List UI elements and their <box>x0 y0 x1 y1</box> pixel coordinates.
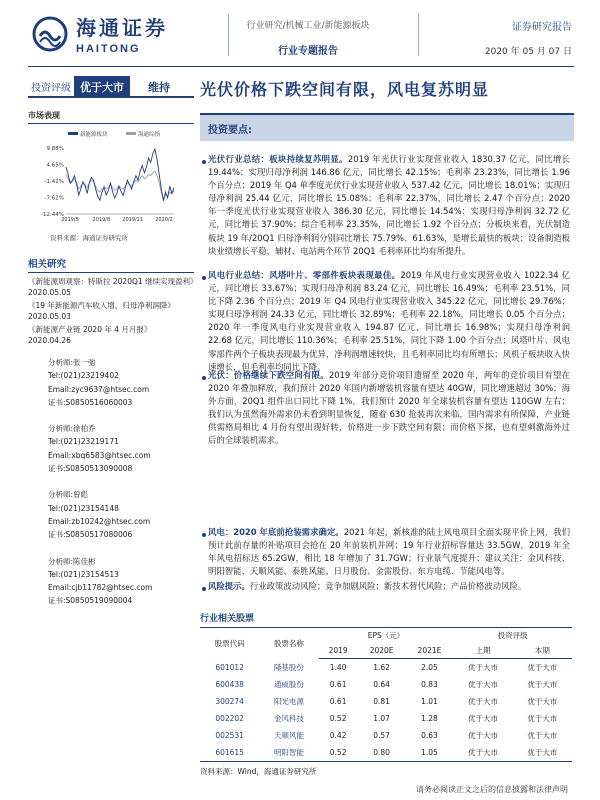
table-row[interactable]: 601012 隆基股份 1.40 1.62 2.05 优于大市 优于大市 <box>215 662 558 672</box>
haitong-logo <box>32 12 168 55</box>
col-name: 股票名称 <box>259 628 318 659</box>
table-row[interactable]: 002531 天顺风能 0.42 0.57 0.63 优于大市 优于大市 <box>215 731 558 740</box>
report-header <box>0 0 600 70</box>
related-rule <box>28 272 194 273</box>
key-points-bar <box>200 113 574 141</box>
analyst-tel: Tel:(021)23154148 <box>48 503 119 513</box>
analyst-cert: 证书:S0850519090004 <box>48 596 133 606</box>
table-source: 资料来源：Wind，海通证券研究所 <box>200 767 317 776</box>
x-tick-label: 2019/5 <box>61 217 79 223</box>
disclaimer-footer: 请务必阅读正文之后的信息披露和法律声明 <box>416 785 568 794</box>
key-points-title: 投资要点: <box>208 125 252 136</box>
related-title: 相关研究 <box>28 259 67 270</box>
y-tick-label: 4.65% <box>46 162 64 169</box>
analyst-email[interactable]: Email:zb10242@htsec.com <box>48 516 151 526</box>
analyst-block <box>48 422 194 475</box>
col-code: 股票代码 <box>200 628 259 659</box>
analyst-name: 分析师:张一弛 <box>48 358 96 367</box>
key-point-wind-demand: 风电：2020 年底前抢装需求确定。2021 年起，新核准的陆上风电项目全面实现平价上网，我们预计此前存量的补贴项目会抢在 20 年前装机并网；19 年行业招标容量达 33.5GW，2019 年全年风电招标达 65.2GW，相比 18 年增加了 31.7GW；行业景气度提升；建议关注：金风科技、明阳智能、天顺风能、泰胜风能、日月股份、金雷股份、东方电缆、节能风电等。 <box>208 527 570 577</box>
key-point-wind-summary: 风电行业总结：风塔叶片、零部件板块表现最佳。2019 年风电行业实现营业收入 1022.34 亿元，同比增长 33.67%；实现归母净利润 83.24 亿元，同比增长 16.49%；毛利率 23.51%，同比下降 2.36 个百分点；2019 年 Q4 风电行业实现营业收入 345.22 亿元，同比增长 29.76%；实现归母净利润 24.33 亿元，同比增长 32.89%；毛利率 22.18%，同比增长 0.05 个百分点；2020 年一季度风电行业实现营业收入 194.87 亿元，同比增长 16.98%；实现归母净利润 22.68 亿元，同比增长 110.36%；毛利率 25.51%，同比下降 1.00 个百分点；风塔叶片、风电零部件两个子板块表现最为优异，净利润增速较快，且毛利率同比均有所增长；风机子板块收入快速增长，但毛利率均同比下降。 <box>208 270 570 372</box>
x-tick-label: 2019/11 <box>122 217 144 223</box>
legend-swatch-secondary <box>126 132 136 135</box>
header-divider <box>228 14 229 56</box>
key-point-pv-price: 光伏：价格继续下跌空间有限。2019 年部分竞价项目遗留至 2020 年，两年的竞价项目有望在 2020 年叠加释放，我们预计 2020 年国内新增装机容量有望达 40GW，同比增速超过 30%；海外方面，20Q1 组件出口同比下降 1%，我们预计 2020 年全球装机容量有望达 110GW 左右；我们认为虽然海外需求仍未看到明显恢复，随着 630 抢装再次来临，国内需求有所保障，产业链供需格局相比 4 月份有望出现好转，价格进一步下跌空间有限；而价格下探，也有望刺激海外过后的全球装机需求。 <box>208 370 570 446</box>
y-tick-label: -7.62% <box>44 195 64 202</box>
market-source: 资料来源：海通证券研究所 <box>50 234 128 242</box>
market-rule <box>28 123 194 124</box>
haitong-logo-icon <box>32 16 68 52</box>
bullet-icon <box>202 160 206 164</box>
analyst-tel: Tel:(021)23219171 <box>48 437 119 447</box>
analyst-email[interactable]: Email:zyc9637@htsec.com <box>48 384 150 394</box>
logo-en: HAITONG <box>76 43 141 55</box>
legend-swatch-primary <box>68 132 78 135</box>
bullet-icon <box>202 587 206 591</box>
bullet-icon <box>202 276 206 280</box>
market-section-title: 市场表现 <box>28 111 60 120</box>
analyst-block <box>48 356 194 409</box>
report-category: 证券研究报告 <box>512 22 572 33</box>
table-row[interactable]: 002202 金风科技 0.52 1.07 1.28 优于大市 优于大市 <box>215 714 558 723</box>
related-item[interactable]: 《19 年新能源汽车收入增，归母净利润降》 2020.05.03 <box>28 301 175 321</box>
bullet-icon <box>202 376 206 380</box>
related-item[interactable]: 《新能源周观察：特斯拉 2020Q1 继续实现盈利》 2020.05.05 <box>28 277 198 297</box>
x-tick-label: 2020/2 <box>155 217 173 223</box>
header-rule <box>28 66 574 67</box>
analyst-block <box>48 488 194 541</box>
header-mid <box>238 18 378 57</box>
logo-cn: 海通证券 <box>76 16 168 40</box>
rating-change: 维持 <box>148 81 170 94</box>
analyst-tel: Tel:(021)23219402 <box>48 371 119 381</box>
analyst-email[interactable]: Email:xbq6583@htsec.com <box>48 450 151 460</box>
investment-rating <box>28 76 194 98</box>
analyst-name: 分析师:陈佳彬 <box>48 556 96 566</box>
series-line-new-energy <box>66 149 174 201</box>
related-item[interactable]: 《新能源产业链 2020 年 4 月月报》 2020.04.26 <box>28 325 152 345</box>
analyst-cert: 证书:S0850516060003 <box>48 397 133 407</box>
table-row[interactable]: 600438 通威股份 0.61 0.64 0.83 优于大市 优于大市 <box>215 680 558 689</box>
stock-table: 股票代码 股票名称 EPS（元） 投资评级 2019 2020E 2021E 上期 本期 601012 隆基股份 1.40 1.62 2.05 优于大市 优于大市 600438 通威股份 0.61 0.64 0.83 优于大市 优于大市 300274 阳光电源 0.61 0.81 1.01 优于大市 优于大市 002202 金风科技 0.52 1.07 1.28 优于大市 优于大市 002531 天顺风能 0.42 0.57 0.63 优于大市 优于大市 601615 明阳智能 0.52 0.80 1.05 优于大市 优于大市 <box>200 627 572 762</box>
related-research <box>28 256 198 346</box>
analyst-name: 分析师:徐柏乔 <box>48 424 96 434</box>
y-tick-label: -12.44% <box>41 212 64 218</box>
rating-value: 优于大市 <box>74 76 130 96</box>
analyst-email[interactable]: Email:cjb11782@htsec.com <box>48 583 153 593</box>
x-tick-label: 2019/8 <box>92 217 111 223</box>
header-right <box>485 18 572 57</box>
key-point-pv-summary: 光伏行业总结：板块持续复苏明显。2019 年光伏行业实现营业收入 1830.37 亿元，同比增长 19.44%；实现归母净利润 146.86 亿元，同比增长 42.15%；毛利率 23.23%，同比增长 1.96 个百分点；2019 年 Q4 单季度光伏行业实现营业收入 537.42 亿元，同比增长 18.01%；实现归母净利润 25.44 亿元，同比增长 15.08%；毛利率 22.37%，同比增长 2.47 个百分点；2020 年一季度光伏行业实现营业收入 386.30 亿元，同比增长 14.54%；实现归母净利润 32.72 亿元，同比增长 37.90%；综合毛利率 23.35%，同比增长 1.92 个百分点；分板块来看，光伏制造板块 19 年/20Q1 归母净利润分别同比增长 75.79%、61.63%，是增长最快的板块；设备制造板块业绩增长平稳，辅材、电站两个环节 20Q1 毛利率环比均有所提升。 <box>208 154 570 256</box>
report-title: 光伏价格下跌空间有限，风电复苏明显 <box>200 80 490 99</box>
analyst-block <box>48 555 194 608</box>
analyst-cert: 证书:S0850513090008 <box>48 464 133 474</box>
stock-table-title: 行业相关股票 <box>200 614 255 624</box>
table-row[interactable]: 300274 阳光电源 0.61 0.81 1.01 优于大市 优于大市 <box>215 697 558 706</box>
legend-label-secondary: 海通综指 <box>138 132 161 138</box>
bullet-icon <box>202 533 206 537</box>
analyst-cert: 证书:S0850517080006 <box>48 530 133 540</box>
header-divider <box>418 14 419 56</box>
col-rating: 投资评级 <box>453 628 572 644</box>
rating-label: 投资评级 <box>31 83 71 94</box>
key-point-risk: 风险提示。行业政策波动风险；竞争加剧风险；新技术替代风险；产品价格波动风险。 <box>208 581 527 591</box>
analyst-name: 分析师:曾彪 <box>48 490 89 500</box>
analyst-list <box>48 356 194 609</box>
industry-line: 行业研究/机械工业/新能源板块 <box>246 21 370 31</box>
report-date: 2020 年 05 月 07 日 <box>484 47 572 57</box>
y-tick-label: -1.42% <box>44 179 64 185</box>
market-chart <box>28 130 194 230</box>
legend-label-primary: 新能源板块 <box>80 132 108 138</box>
col-eps: EPS（元） <box>319 628 454 644</box>
analyst-tel: Tel:(021)23154513 <box>48 569 119 579</box>
report-type: 行业专题报告 <box>278 46 338 57</box>
y-tick-label: 9.88% <box>46 146 64 152</box>
table-row[interactable]: 601615 明阳智能 0.52 0.80 1.05 优于大市 优于大市 <box>200 744 572 762</box>
